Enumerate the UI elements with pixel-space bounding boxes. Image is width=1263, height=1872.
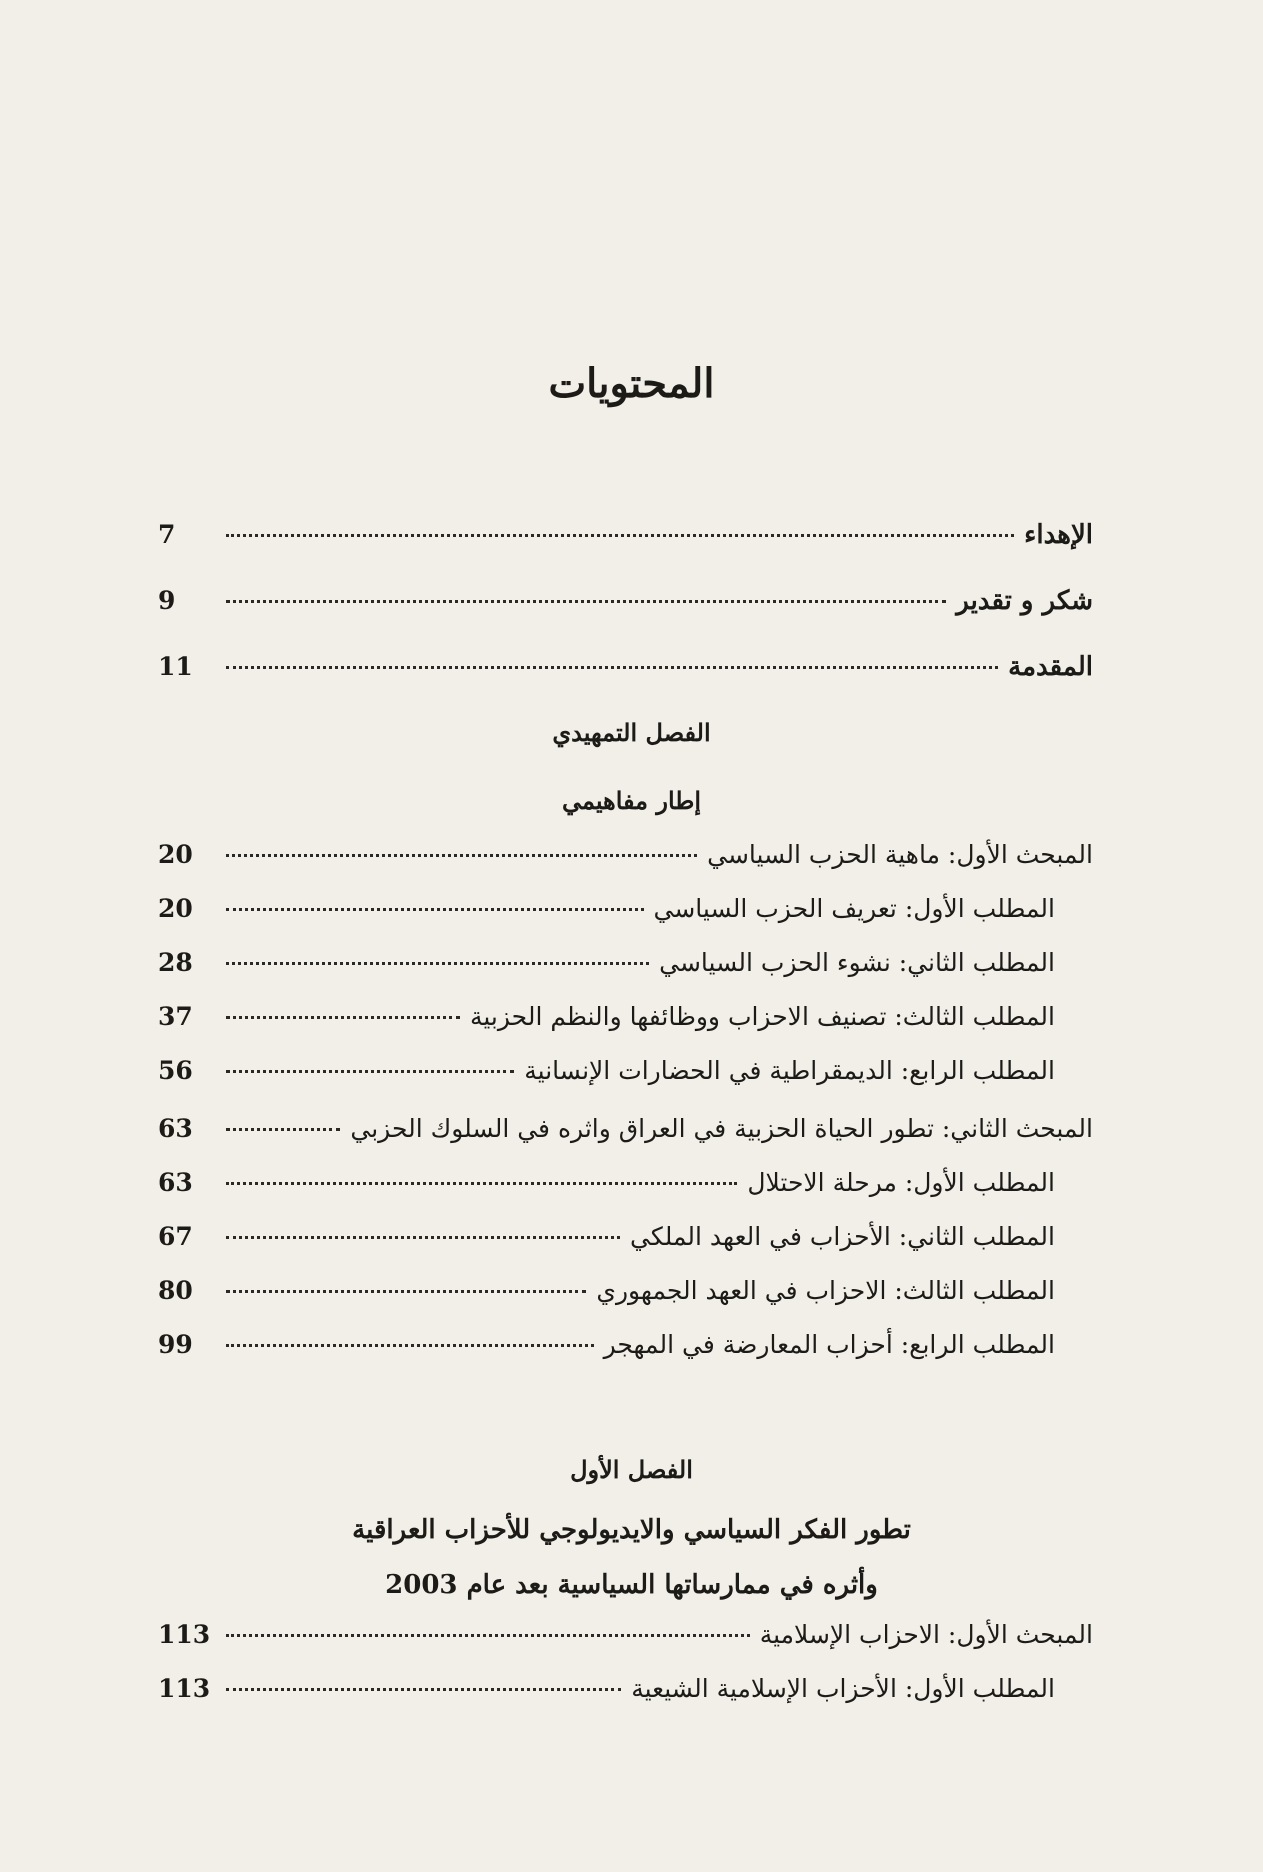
toc-entry-page: 20 [158,894,193,923]
toc-entry-label: المبحث الأول: الاحزاب الإسلامية [759,1620,1093,1649]
toc-entry-page: 20 [158,840,193,869]
toc-entry-page: 11 [158,652,193,681]
toc-entry[interactable] [158,1168,1093,1222]
leader-dots [226,534,1014,537]
chapter0-entries [158,840,1093,1384]
toc-entry-label: المطلب الأول: تعريف الحزب السياسي [653,894,1055,923]
toc-entry-label: المطلب الأول: مرحلة الاحتلال [747,1168,1055,1197]
toc-entry[interactable] [158,948,1093,1002]
toc-entry[interactable] [158,1002,1093,1056]
chapter-title: الفصل الأول [570,1455,693,1484]
toc-entry[interactable] [158,1056,1093,1110]
toc-entry[interactable] [158,894,1093,948]
toc-entry-page: 80 [158,1276,193,1305]
leader-dots [226,1344,594,1347]
toc-entry[interactable] [158,1222,1093,1276]
toc-entry-page: 9 [158,586,176,615]
toc-entry[interactable] [158,1674,1093,1728]
toc-entry-label: المطلب الثاني: نشوء الحزب السياسي [659,948,1055,977]
toc-entry[interactable] [158,520,1093,574]
toc-entry[interactable] [158,1330,1093,1384]
toc-entry-label: المطلب الثاني: الأحزاب في العهد الملكي [630,1222,1055,1251]
toc-entry-page: 99 [158,1330,193,1359]
toc-entry[interactable] [158,586,1093,640]
toc-entry-page: 67 [158,1222,193,1251]
leader-dots [226,600,946,603]
toc-entry-label: المبحث الثاني: تطور الحياة الحزبية في العراق واثره في السلوك الحزبي [350,1114,1093,1143]
toc-entry[interactable] [158,1620,1093,1674]
leader-dots [226,1070,514,1073]
leader-dots [226,1634,750,1637]
toc-entry-label: المطلب الثالث: الاحزاب في العهد الجمهوري [596,1276,1055,1305]
front-matter-list [158,520,1093,706]
toc-entry-page: 7 [158,520,176,549]
chapter1-entries [158,1620,1093,1728]
toc-entry[interactable] [158,1114,1093,1168]
leader-dots [226,1128,340,1131]
toc-entry-label: المقدمة [1008,652,1093,682]
toc-entry[interactable] [158,652,1093,706]
toc-entry-page: 113 [158,1620,211,1649]
toc-entry-page: 113 [158,1674,211,1703]
toc-entry-label: المطلب الأول: الأحزاب الإسلامية الشيعية [631,1674,1055,1703]
toc-entry-label: المطلب الثالث: تصنيف الاحزاب ووظائفها والنظم الحزبية [469,1002,1055,1031]
toc-entry-label: شكر و تقدير [956,586,1093,616]
leader-dots [226,854,697,857]
leader-dots [226,1016,460,1019]
chapter-subtitle: إطار مفاهيمي [561,786,702,815]
toc-entry-label: المطلب الرابع: أحزاب المعارضة في المهجر [603,1330,1055,1359]
leader-dots [226,1182,737,1185]
leader-dots [226,666,998,669]
page-title: المحتويات [548,360,715,407]
toc-entry-page: 37 [158,1002,193,1031]
chapter-title: الفصل التمهيدي [552,718,711,747]
chapter-subtitle: وأثره في ممارساتها السياسية بعد عام 2003 [385,1570,878,1600]
toc-entry-page: 28 [158,948,193,977]
toc-entry[interactable] [158,840,1093,894]
leader-dots [226,962,649,965]
chapter-subtitle: تطور الفكر السياسي والايديولوجي للأحزاب العراقية [352,1515,911,1545]
toc-entry-page: 56 [158,1056,193,1085]
toc-entry-label: الإهداء [1024,520,1093,550]
leader-dots [226,1688,621,1691]
toc-entry-label: المطلب الرابع: الديمقراطية في الحضارات الإنسانية [524,1056,1055,1085]
toc-entry-page: 63 [158,1114,193,1143]
toc-entry-page: 63 [158,1168,193,1197]
toc-entry-label: المبحث الأول: ماهية الحزب السياسي [707,840,1093,869]
leader-dots [226,908,644,911]
leader-dots [226,1236,620,1239]
leader-dots [226,1290,586,1293]
toc-entry[interactable] [158,1276,1093,1330]
